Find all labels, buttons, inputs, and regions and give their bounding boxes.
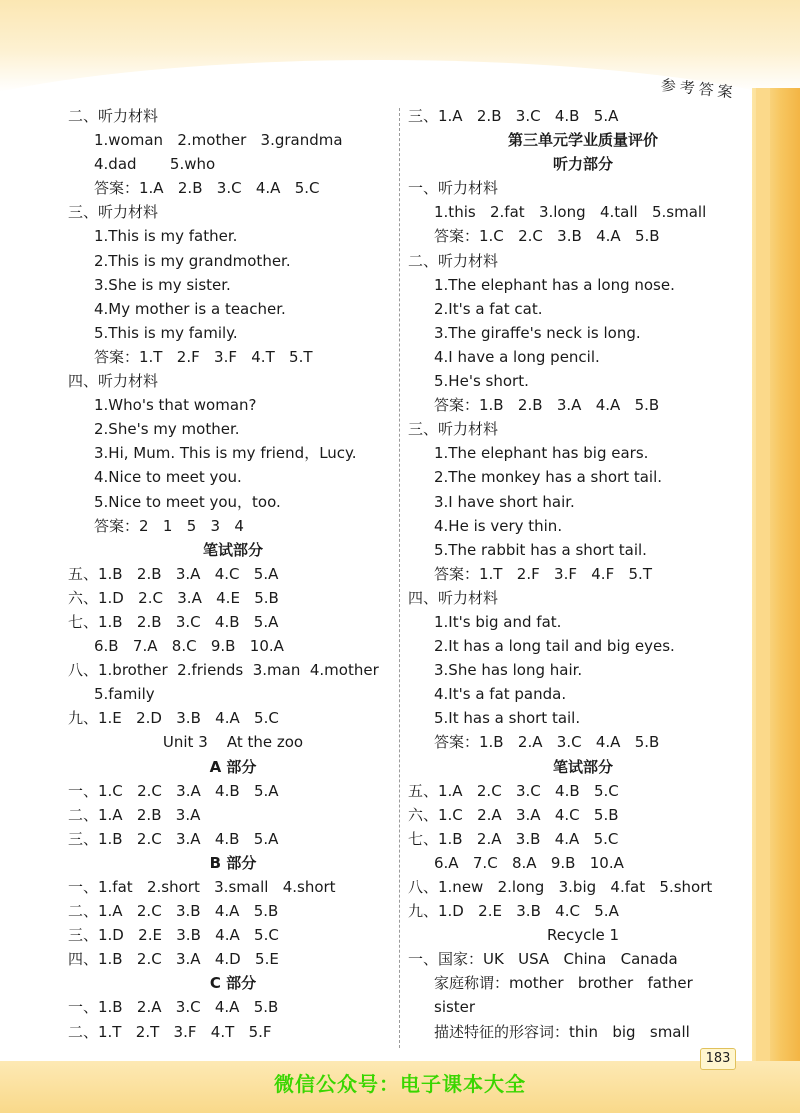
answer-line: 四、1.B 2.C 3.A 4.D 5.E [68, 950, 279, 969]
answer-line: 二、1.A 2.C 3.B 4.A 5.B [68, 902, 279, 921]
answer-line: sister [434, 998, 476, 1017]
answer-line: 一、1.B 2.A 3.C 4.A 5.B [68, 998, 279, 1017]
section-heading: 听力部分 [552, 155, 613, 174]
answer-line: 2.She's my mother. [94, 420, 240, 439]
answer-line: 八、1.new 2.long 3.big 4.fat 5.short [408, 878, 713, 896]
answer-line: 2.The monkey has a short tail. [434, 468, 663, 487]
answer-line: 4.He is very thin. [434, 516, 563, 535]
answer-line: 答案：1.B 2.A 3.C 4.A 5.B [434, 733, 660, 752]
answer-line: 答案：1.T 2.F 3.F 4.T 5.T [94, 347, 313, 366]
answer-line: 5.It has a short tail. [434, 709, 581, 728]
answer-line: 6.B 7.A 8.C 9.B 10.A [94, 637, 284, 656]
answer-line: 5.The rabbit has a short tail. [434, 540, 647, 559]
page-number: 183 [700, 1048, 736, 1070]
answer-line: 3.Hi, Mum. This is my friend，Lucy. [94, 444, 357, 463]
column-divider [399, 108, 401, 1048]
answer-line: 4.It's a fat panda. [434, 685, 567, 704]
section-heading: 笔试部分 [202, 540, 263, 559]
answer-line: 三、1.D 2.E 3.B 4.A 5.C [68, 926, 279, 945]
answer-line: 七、1.B 2.A 3.B 4.A 5.C [408, 829, 619, 848]
section-heading: 笔试部分 [552, 757, 613, 776]
answer-line: 答案：1.T 2.F 3.F 4.F 5.T [434, 564, 652, 583]
page-header-title: 参考答案 [659, 75, 738, 102]
answer-line: 答案：1.B 2.B 3.A 4.A 5.B [434, 396, 660, 415]
answer-line: 3.She is my sister. [94, 275, 231, 294]
section-heading: C 部分 [209, 974, 257, 993]
section-heading: B 部分 [209, 853, 257, 872]
answer-line: 答案：1.A 2.B 3.C 4.A 5.C [94, 179, 320, 198]
answer-line: 1.The elephant has a long nose. [434, 275, 675, 294]
answer-line: 二、1.A 2.B 3.A [68, 805, 201, 824]
answer-line: 一、1.C 2.C 3.A 4.B 5.A [68, 781, 279, 800]
answer-line: 三、听力材料 [68, 203, 159, 222]
answer-line: 一、听力材料 [408, 179, 499, 198]
answer-line: 2.This is my grandmother. [94, 251, 291, 270]
answer-line: 1.Who's that woman? [94, 396, 257, 415]
answer-line: 六、1.D 2.C 3.A 4.E 5.B [68, 588, 279, 607]
answer-line: 4.Nice to meet you. [94, 468, 242, 487]
answer-line: 6.A 7.C 8.A 9.B 10.A [434, 853, 624, 872]
left-column [68, 104, 398, 1044]
answer-line: 5.This is my family. [94, 323, 238, 342]
answer-line: 1.woman 2.mother 3.grandma [94, 131, 343, 150]
answer-line: 4.dad 5.who [94, 155, 216, 174]
answer-line: 描述特征的形容词：thin big small [434, 1022, 690, 1041]
answer-line: 3.I have short hair. [434, 492, 575, 511]
answer-line: 5.He's short. [434, 372, 529, 391]
answer-line: 1.this 2.fat 3.long 4.tall 5.small [434, 203, 707, 222]
answer-line: 3.She has long hair. [434, 661, 583, 680]
answer-line: 九、1.D 2.E 3.B 4.C 5.A [408, 902, 619, 921]
answer-line: 2.It has a long tail and big eyes. [434, 637, 675, 656]
answer-line: 5.family [94, 685, 155, 704]
section-heading: Unit 3 At the zoo [162, 733, 304, 752]
section-heading: Recycle 1 [546, 926, 620, 945]
answer-line: 1.This is my father. [94, 227, 238, 246]
answer-line: 家庭称谓：mother brother father [434, 974, 693, 993]
answer-line: 答案：2 1 5 3 4 [94, 516, 244, 535]
answer-line: 二、听力材料 [408, 251, 499, 270]
section-heading: A 部分 [209, 757, 257, 776]
answer-line: 七、1.B 2.B 3.C 4.B 5.A [68, 612, 279, 631]
answer-line: 三、听力材料 [408, 420, 499, 439]
answer-line: 答案：1.C 2.C 3.B 4.A 5.B [434, 227, 660, 246]
answer-line: 八、1.brother 2.friends 3.man 4.mother [68, 661, 379, 680]
answer-line: 四、听力材料 [68, 372, 159, 391]
answer-line: 四、听力材料 [408, 588, 499, 607]
answer-line: 5.Nice to meet you，too. [94, 492, 281, 511]
answer-line: 五、1.B 2.B 3.A 4.C 5.A [68, 564, 279, 583]
answer-line: 4.I have a long pencil. [434, 347, 600, 366]
watermark: 微信公众号：电子课本大全 [274, 1072, 526, 1096]
answer-line: 1.It's big and fat. [434, 612, 562, 631]
answer-line: 4.My mother is a teacher. [94, 299, 286, 318]
section-heading: 第三单元学业质量评价 [507, 131, 658, 150]
answer-line: 3.The giraffe's neck is long. [434, 323, 641, 342]
answer-line: 九、1.E 2.D 3.B 4.A 5.C [68, 709, 279, 728]
answer-line: 一、1.fat 2.short 3.small 4.short [68, 878, 336, 896]
answer-line: 2.It's a fat cat. [434, 299, 543, 318]
answer-line: 六、1.C 2.A 3.A 4.C 5.B [408, 805, 619, 824]
page-edge-inner-decoration [756, 88, 770, 1113]
answer-line: 三、1.A 2.B 3.C 4.B 5.A [408, 107, 619, 125]
answer-line: 二、1.T 2.T 3.F 4.T 5.F [68, 1022, 272, 1041]
answer-line: 五、1.A 2.C 3.C 4.B 5.C [408, 781, 619, 800]
answer-line: 1.The elephant has big ears. [434, 444, 649, 463]
answer-line: 一、国家：UK USA China Canada [408, 950, 678, 969]
right-column [408, 104, 758, 1044]
answer-line: 三、1.B 2.C 3.A 4.B 5.A [68, 829, 279, 848]
answer-line: 二、听力材料 [68, 107, 159, 125]
